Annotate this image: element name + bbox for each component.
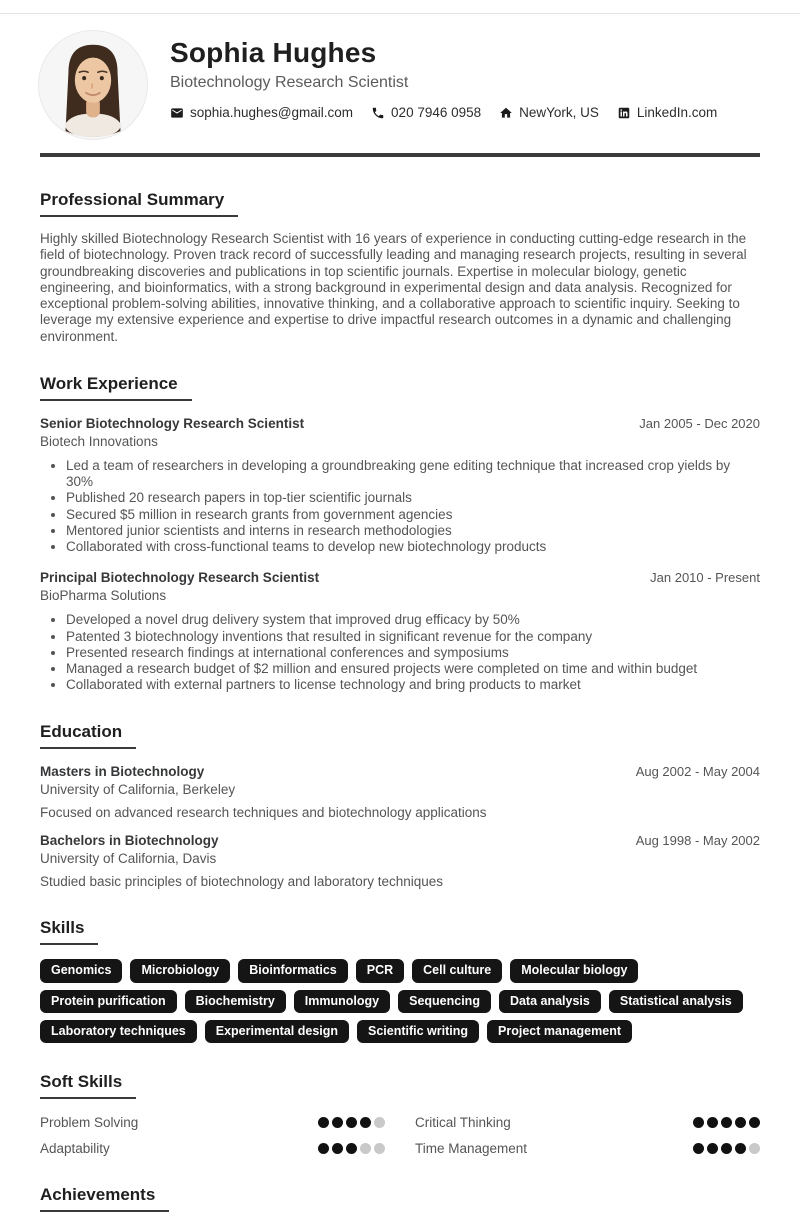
job-head — [40, 570, 760, 585]
rating-dot-empty — [749, 1143, 760, 1154]
rating-dot-filled — [346, 1117, 357, 1128]
header-info — [170, 30, 717, 120]
education-head — [40, 764, 760, 779]
education-heading: Education — [40, 722, 136, 749]
skill-pill: Cell culture — [412, 959, 502, 982]
linkedin-icon — [617, 106, 631, 120]
section-skills — [40, 918, 760, 1043]
skill-pill: Immunology — [294, 990, 390, 1013]
section-education — [40, 722, 760, 889]
skill-pill: Experimental design — [205, 1020, 349, 1043]
job-bullet: • Collaborated with cross-functional teams to develop new biotechnology products — [66, 539, 760, 555]
home-icon — [499, 106, 513, 120]
header-divider — [40, 153, 760, 157]
skill-pill: Project management — [487, 1020, 632, 1043]
soft-skill-grid — [40, 1115, 760, 1156]
job-bullet: • Collaborated with external partners to license technology and bring products to market — [66, 677, 760, 693]
candidate-name: Sophia Hughes — [170, 37, 377, 68]
contact-linkedin — [617, 105, 717, 120]
job-bullet: • Managed a research budget of $2 million and ensured projects were completed on time and within budget — [66, 661, 760, 677]
education-entry — [40, 833, 760, 889]
contact-email — [170, 105, 353, 120]
section-work-experience — [40, 374, 760, 693]
rating-dot-filled — [721, 1117, 732, 1128]
education-degree: Masters in Biotechnology — [40, 764, 205, 780]
education-entry — [40, 764, 760, 820]
contact-location-text: NewYork, US — [519, 105, 599, 120]
rating-dot-empty — [360, 1143, 371, 1154]
soft-skill-rating-dots — [693, 1143, 760, 1154]
skill-pill: Microbiology — [130, 959, 230, 982]
rating-dot-filled — [318, 1143, 329, 1154]
rating-dot-filled — [707, 1117, 718, 1128]
skill-pill: Laboratory techniques — [40, 1020, 197, 1043]
job-head — [40, 416, 760, 431]
soft-skill-item — [40, 1115, 385, 1130]
education-dates: Aug 2002 - May 2004 — [635, 764, 760, 780]
soft-skills-heading: Soft Skills — [40, 1072, 136, 1099]
summary-text: Highly skilled Biotechnology Research Scientist with 16 years of experience in conducting cutting-edge research in the field of biotechnology. Proven track record of successfully leading and managing research projects, resulting in several groundbreaking discoveries and publications in top scientific journals. Expertise in molecular biology, genetic engineering, and bioinformatics, with a strong background in experimental design and data analysis. Recognized for exceptional problem-solving abilities, innovative thinking, and a collaborative approach to scientific inquiry. Seeking to leverage my extensive experience and expertise to drive impactful research outcomes in a dynamic and challenging environment. — [40, 231, 747, 344]
job-bullet: • Secured $5 million in research grants from government agencies — [66, 507, 760, 523]
soft-skill-label: Time Management — [415, 1141, 528, 1157]
skill-pill: Molecular biology — [510, 959, 638, 982]
skill-pill: Sequencing — [398, 990, 491, 1013]
soft-skill-item — [415, 1141, 760, 1156]
job-bullet: • Presented research findings at international conferences and symposiums — [66, 645, 760, 661]
job-dates: Jan 2005 - Dec 2020 — [639, 416, 760, 432]
section-achievements — [40, 1185, 760, 1212]
education-degree: Bachelors in Biotechnology — [40, 833, 219, 849]
rating-dot-filled — [735, 1143, 746, 1154]
skill-pill: Protein purification — [40, 990, 177, 1013]
skills-heading: Skills — [40, 918, 98, 945]
soft-skill-rating-dots — [318, 1143, 385, 1154]
education-school: University of California, Berkeley — [40, 782, 236, 798]
rating-dot-filled — [693, 1143, 704, 1154]
job-bullet: • Published 20 research papers in top-tier scientific journals — [66, 490, 760, 506]
education-school: University of California, Davis — [40, 851, 217, 867]
job-bullet: • Led a team of researchers in developing a groundbreaking gene editing technique that increased crop yields by 30% — [66, 458, 760, 490]
skill-pill: Data analysis — [499, 990, 601, 1013]
skill-pill: PCR — [356, 959, 404, 982]
job-bullet: • Mentored junior scientists and interns in research methodologies — [66, 523, 760, 539]
job-bullet-list — [40, 458, 760, 555]
soft-skill-item — [40, 1141, 385, 1156]
rating-dot-filled — [360, 1117, 371, 1128]
skill-pill: Genomics — [40, 959, 122, 982]
job-entry — [40, 416, 760, 555]
job-title: Senior Biotechnology Research Scientist — [40, 416, 305, 432]
work-heading: Work Experience — [40, 374, 192, 401]
section-professional-summary — [40, 190, 760, 345]
rating-dot-filled — [332, 1143, 343, 1154]
rating-dot-filled — [721, 1143, 732, 1154]
job-entry — [40, 570, 760, 693]
contact-row — [170, 105, 717, 120]
profile-photo — [38, 30, 148, 140]
soft-skill-label: Adaptability — [40, 1141, 110, 1157]
education-head — [40, 833, 760, 848]
resume-header — [0, 14, 800, 140]
phone-icon — [371, 106, 385, 120]
soft-skill-label: Critical Thinking — [415, 1115, 511, 1131]
summary-heading: Professional Summary — [40, 190, 238, 217]
education-description: Studied basic principles of biotechnology and laboratory techniques — [40, 874, 444, 890]
job-bullet-list — [40, 612, 760, 693]
avatar-illustration — [39, 31, 147, 139]
rating-dot-empty — [374, 1117, 385, 1128]
rating-dot-filled — [707, 1143, 718, 1154]
education-description: Focused on advanced research techniques and biotechnology applications — [40, 805, 487, 821]
rating-dot-filled — [693, 1117, 704, 1128]
achievements-heading: Achievements — [40, 1185, 169, 1212]
job-bullet: • Patented 3 biotechnology inventions that resulted in significant revenue for the company — [66, 629, 760, 645]
section-soft-skills — [40, 1072, 760, 1156]
contact-location — [499, 105, 599, 120]
rating-dot-filled — [735, 1117, 746, 1128]
soft-skill-rating-dots — [693, 1117, 760, 1128]
contact-email-text: sophia.hughes@gmail.com — [190, 105, 354, 120]
contact-phone-text: 020 7946 0958 — [391, 105, 482, 120]
job-company: Biotech Innovations — [40, 434, 158, 450]
skill-pill-list — [40, 959, 760, 1043]
rating-dot-filled — [346, 1143, 357, 1154]
soft-skill-item — [415, 1115, 760, 1130]
skill-pill: Bioinformatics — [238, 959, 348, 982]
rating-dot-empty — [374, 1143, 385, 1154]
skill-pill: Statistical analysis — [609, 990, 743, 1013]
contact-phone — [371, 105, 481, 120]
email-icon — [170, 106, 184, 120]
candidate-title: Biotechnology Research Scientist — [170, 74, 409, 91]
job-title: Principal Biotechnology Research Scientist — [40, 570, 320, 586]
rating-dot-filled — [332, 1117, 343, 1128]
rating-dot-filled — [318, 1117, 329, 1128]
job-company: BioPharma Solutions — [40, 588, 167, 604]
education-dates: Aug 1998 - May 2002 — [635, 833, 760, 849]
contact-linkedin-text: LinkedIn.com — [636, 105, 718, 120]
soft-skill-rating-dots — [318, 1117, 385, 1128]
job-dates: Jan 2010 - Present — [650, 570, 760, 586]
job-bullet: • Developed a novel drug delivery system that improved drug efficacy by 50% — [66, 612, 760, 628]
skill-pill: Biochemistry — [185, 990, 286, 1013]
rating-dot-filled — [749, 1117, 760, 1128]
soft-skill-label: Problem Solving — [40, 1115, 139, 1131]
skill-pill: Scientific writing — [357, 1020, 479, 1043]
